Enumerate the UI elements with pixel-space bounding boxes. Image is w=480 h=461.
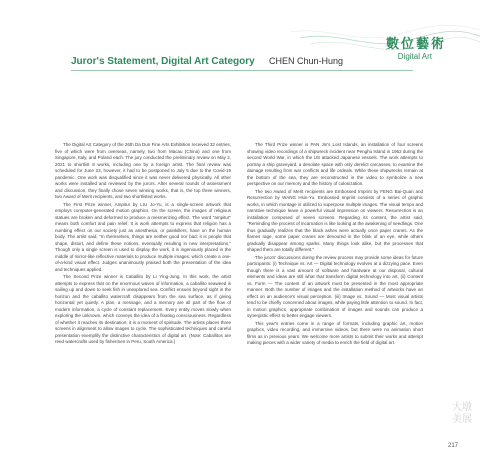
paragraph: The Second Prize winner is Caballito by LI Ying-Jung. In this work, the artist attempts to express that on the enormous waves of information, a caballito seaweed is sailing up and down to seek fish in unexplored sea. Conflict ensues beyond sight in the horizon and the caballito watercraft disappears from the sea surface, as if giving horizontal yet quietly. A plan, a message, and a memory are all part of the flow of modern information, a cycle of constant replacement. Every entity moves slowly when exploring the unknown, which conveys the idea of a floating consciousness. Regardless of whether it reaches its destination, it is a moment of spiritude. The artists places three screens in alignment to allow images to cycle. The sophisticated techniques and careful presentation exemplify the distinctive characteristics of digital art. (Note: Caballitos are reed watercrafts used by fishermen in Peru, South America.) <box>55 274 231 344</box>
section-title-en: Digital Art <box>397 52 432 61</box>
paragraph: The Third Prize winner is PAN Jin's Lost Islands, an installation of four screens showing video recordings of a shipwreck incident near Penghu Island in 1962 during the second World War, in which the US attacked Japanese vessels. The work attempts to portray a ship graveyard, a desolate space with only derelict carcasses, to examine the damage resulting from war conflicts and life ordeals. While these shipwrecks remain at the bottom of the sea, they are reconstructed in the video to symbolize a new perspective on our memory and the history of colonization. <box>247 142 423 186</box>
exhibition-stamp: 大墩美展 <box>452 402 472 425</box>
paragraph: The First Prize winner, Ampitur by LIU Jo-Yu, is a single-screen artwork that employs computer-generated motion graphics. On the screen, the images of religious statues are broken and deformed to produce a mesmerizing effect. The word "ampitur" means both comfort and pain relief. It is work attempts to express that religion has a numbing effect on our society just as anesthesia, or painkillers, have on the human body. The artist said, "In themselves, things are neither good nor bad; it is people that shape, distort, and define these notions, eventually resulting in new interpretations." Though only a single screen is used to display the work, it is ingeniously placed in the middle of mirror-like reflective materials to produce multiple images, which create a one-of-a-kind visual effect. Judges unanimously praised both the presentation of the idea and techniques applied. <box>55 201 231 272</box>
title-divider <box>71 70 413 71</box>
right-text-column <box>247 142 423 348</box>
article-title: Juror's Statement, Digital Art Category <box>71 56 255 67</box>
section-title-cjk: 數位藝術 <box>385 37 446 52</box>
paragraph: The jurors' discussions during the review process may provide some ideas for future participants: (i) Technique vs. Art — Digital technology evolves at a dizzying pace. Even though there is a vast amount of software and hardware at our disposal, cultural elements and ideas are still what that transform digital technology into art. (ii) Content vs. Form — The content of an artwork must be presented in the most appropriate manner. Both the number of images and the installation method of artworks have an effect on an audience's visual perception. (iii) Image vs. Sound — Most visual artists tend to be chiefly concerned about images, while paying little attention to sound. In fact, in motion graphics, appropriate combination of images and sounds can produce a synergistic effect to better engage viewers. <box>247 254 423 318</box>
article-author: CHEN Chun-Hung <box>269 56 344 66</box>
left-text-column <box>55 142 231 347</box>
page-number: 217 <box>447 443 458 449</box>
paragraph: The Digital Art Category of the 26th Da Dun Fine Arts Exhibition received 32 entries, five of which were from overseas, namely, two from Macau (China) and one from Singapore, Italy, and Poland each. The jury conducted the preliminary review on May 2, 2021 to shortlist 8 works, including one by a foreign artist. The final review was scheduled for June 23, however, it had to be postponed to July 5 due to the Covid-19 pandemic. One work was disqualified since it was never delivered physically. All other works were installed and reviewed by the jurors. After several rounds of assessment and discussion, they finally chose seven winning works, that is, the top three winners, two Award of Merit recipients, and two shortlisted works. <box>55 142 231 199</box>
paragraph: This year's entries come in a range of formats, including graphic art, motion graphics, video recording, and immersive videos, but there were no animation short films as in previous years. We welcome more artists to submit their works and attempt making pieces with a wider variety of media to enrich the field of digital art. <box>247 320 423 345</box>
paragraph: The two Award of Merit recipients are Embossed Imprint by FENG Bai-Quan and Resurrection by WANG Hsin-Yu. Embossed Imprint consists of a series of graphic works, in which montage is utilized to superpose multiple images. The visual tempo and narrative technique leave a powerful visual impression on viewers. Resurrection is an installation composed of seven screens. Regarding its content, the artist said, "Reminding the process of incarnation is like looking at the awakening of seedlings. One thus gradually realizes that the black ashes were actually once paper cranes. As the flames rage, some paper cranes are devoured in the blink of an eye, while others gradually disappear among sparks. Many things look alike, but the processes that shaped them are totally different." <box>247 188 423 252</box>
